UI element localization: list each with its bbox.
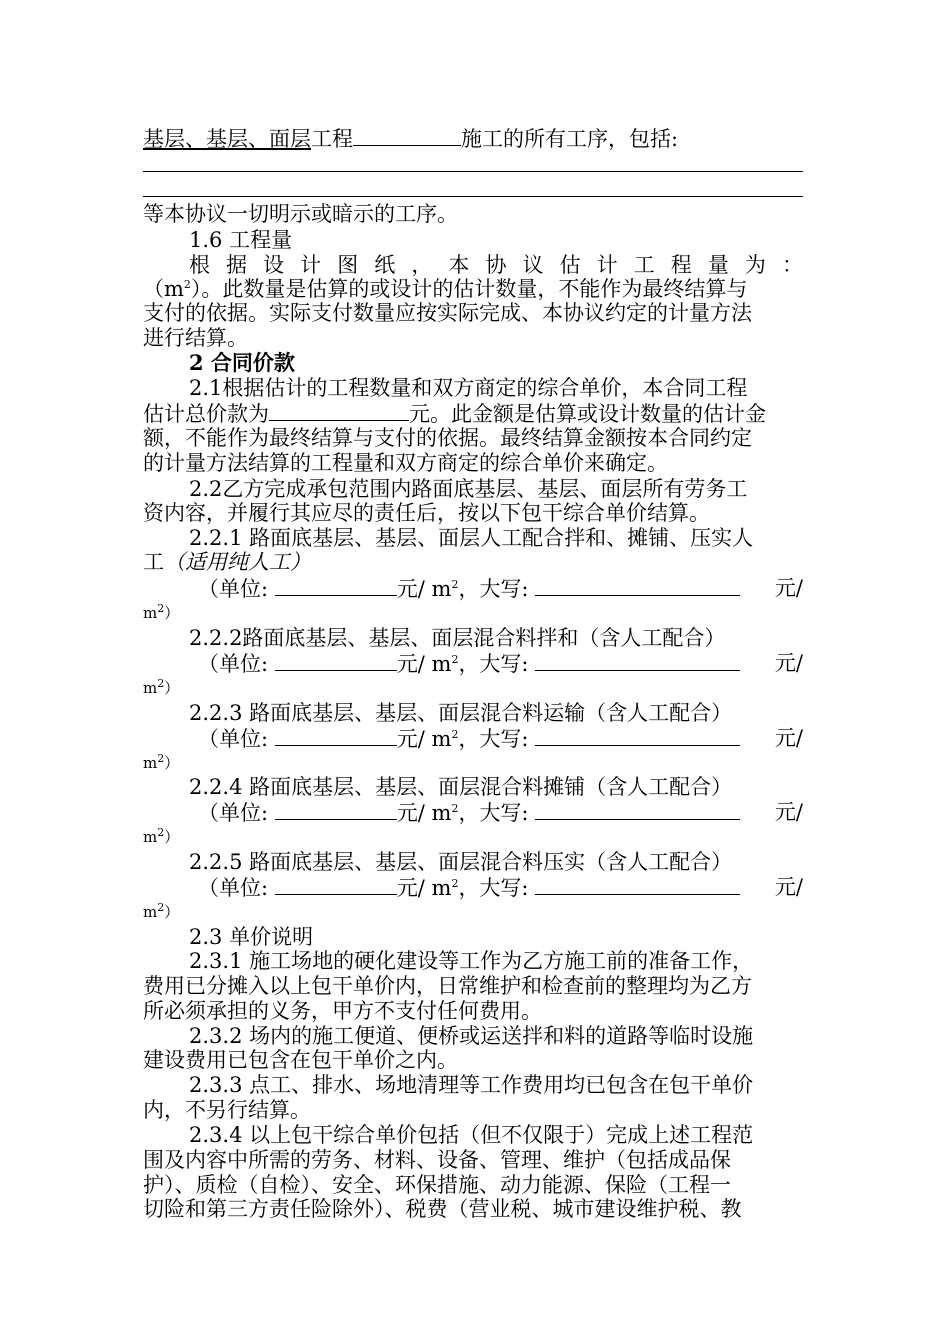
price-words-blank-1[interactable] bbox=[535, 575, 740, 596]
price-row-2: （单位: 元/ $m^2$，大写: 元/ bbox=[198, 651, 803, 676]
item-2-2-1-line-2: 工（适用纯人工） bbox=[143, 550, 311, 574]
section-2-title: 2 合同价款 bbox=[189, 350, 295, 375]
fill-line-1[interactable] bbox=[143, 171, 803, 172]
item-2-2-4: 2.2.4 路面底基层、基层、面层混合料摊铺（含人工配合） bbox=[189, 775, 733, 799]
price-words-blank-3[interactable] bbox=[535, 725, 740, 746]
clause-2-1-line-3: 额，不能作为最终结算与支付的依据。最终结算金额按本合同约定 bbox=[143, 426, 752, 450]
fill-line-2[interactable] bbox=[143, 196, 803, 197]
clause-2-3-4-line-1: 2.3.4 以上包干综合单价包括（但不仅限于）完成上述工程范 bbox=[189, 1123, 754, 1147]
project-blank[interactable] bbox=[353, 125, 461, 146]
clause-2-2-line-1: 2.2乙方完成承包范围内路面底基层、基层、面层所有劳务工 bbox=[189, 477, 748, 501]
price-words-blank-5[interactable] bbox=[535, 874, 740, 895]
item-2-2-3: 2.2.3 路面底基层、基层、面层混合料运输（含人工配合） bbox=[189, 701, 733, 725]
quantity-line-3: 支付的依据。实际支付数量应按实际完成、本协议约定的计量方法 bbox=[143, 301, 752, 325]
scope-line bbox=[143, 125, 803, 152]
price-unit-close-1: $m^2$） bbox=[143, 602, 180, 622]
quantity-line-2: $(m^2)$。此数量是估算的或设计的估计数量，不能作为最终结算与 bbox=[143, 277, 748, 301]
total-price-blank[interactable] bbox=[269, 400, 409, 421]
item-2-2-2: 2.2.2路面底基层、基层、面层混合料拌和（含人工配合） bbox=[189, 626, 726, 650]
project-text: 工程 bbox=[311, 127, 353, 151]
quantity-line-1: 根据设计图纸，本协议估计工程量为： bbox=[189, 253, 803, 277]
process-end-text: 等本协议一切明示或暗示的工序。 bbox=[143, 202, 458, 226]
price-words-blank-2[interactable] bbox=[535, 650, 740, 671]
clause-2-3-1-line-1: 2.3.1 施工场地的硬化建设等工作为乙方施工前的准备工作， bbox=[189, 949, 754, 973]
unit-price-blank-4[interactable] bbox=[275, 799, 397, 820]
clause-2-2-line-2: 资内容，并履行其应尽的责任后，按以下包干综合单价结算。 bbox=[143, 501, 710, 525]
clause-2-1-line-1: 2.1根据估计的工程数量和双方商定的综合单价，本合同工程 bbox=[189, 376, 748, 400]
clause-2-3-4-line-3: 护）、质检（自检）、安全、环保措施、动力能源、保险（工程一 bbox=[143, 1173, 731, 1197]
clause-2-3-1-line-3: 所必须承担的义务，甲方不支付任何费用。 bbox=[143, 999, 542, 1023]
scope-text: 施工的所有工序，包括: bbox=[461, 127, 679, 151]
price-row-3: （单位: 元/ $m^2$，大写: 元/ bbox=[198, 726, 803, 751]
clause-2-3-2-line-2: 建设费用已包含在包干单价之内。 bbox=[143, 1048, 458, 1072]
unit-price-blank-1[interactable] bbox=[275, 575, 397, 596]
section-1-6-title: 1.6 工程量 bbox=[189, 228, 293, 252]
price-row-4: （单位: 元/ $m^2$，大写: 元/ bbox=[198, 800, 803, 825]
price-unit-close-3: $m^2$） bbox=[143, 752, 180, 772]
clause-2-3-1-line-2: 费用已分摊入以上包干单价内，日常维护和检查前的整理均为乙方 bbox=[143, 974, 752, 998]
price-row-1: （单位: 元/ $m^2$，大写: 元/ bbox=[198, 576, 803, 601]
section-2-3-title: 2.3 单价说明 bbox=[189, 925, 314, 949]
unit-price-blank-3[interactable] bbox=[275, 725, 397, 746]
clause-2-3-4-line-4: 切险和第三方责任险除外）、税费（营业税、城市建设维护税、教 bbox=[143, 1197, 742, 1221]
clause-2-3-4-line-2: 围及内容中所需的劳务、材料、设备、管理、维护（包括成品保 bbox=[143, 1148, 731, 1172]
price-unit-close-4: $m^2$） bbox=[143, 826, 180, 846]
price-words-blank-4[interactable] bbox=[535, 799, 740, 820]
clause-2-1-line-2: 估计总价款为 元。此金额是估算或设计数量的估计金 bbox=[143, 402, 766, 426]
layer-text: 基层、基层、面层 bbox=[143, 127, 311, 151]
clause-2-3-3-line-1: 2.3.3 点工、排水、场地清理等工作费用均已包含在包干单价 bbox=[189, 1073, 754, 1097]
unit-price-blank-5[interactable] bbox=[275, 874, 397, 895]
price-row-5: （单位: 元/ $m^2$，大写: 元/ bbox=[198, 875, 803, 900]
item-2-2-1-line-1: 2.2.1 路面底基层、基层、面层人工配合拌和、摊铺、压实人 bbox=[189, 526, 754, 550]
clause-2-3-2-line-1: 2.3.2 场内的施工便道、便桥或运送拌和料的道路等临时设施 bbox=[189, 1024, 754, 1048]
quantity-line-4: 进行结算。 bbox=[143, 326, 248, 350]
unit-price-blank-2[interactable] bbox=[275, 650, 397, 671]
clause-2-3-3-line-2: 内，不另行结算。 bbox=[143, 1098, 311, 1122]
price-unit-close-5: $m^2$） bbox=[143, 901, 180, 921]
price-unit-close-2: $m^2$） bbox=[143, 677, 180, 697]
item-2-2-5: 2.2.5 路面底基层、基层、面层混合料压实（含人工配合） bbox=[189, 850, 733, 874]
clause-2-1-line-4: 的计量方法结算的工程量和双方商定的综合单价来确定。 bbox=[143, 451, 668, 475]
